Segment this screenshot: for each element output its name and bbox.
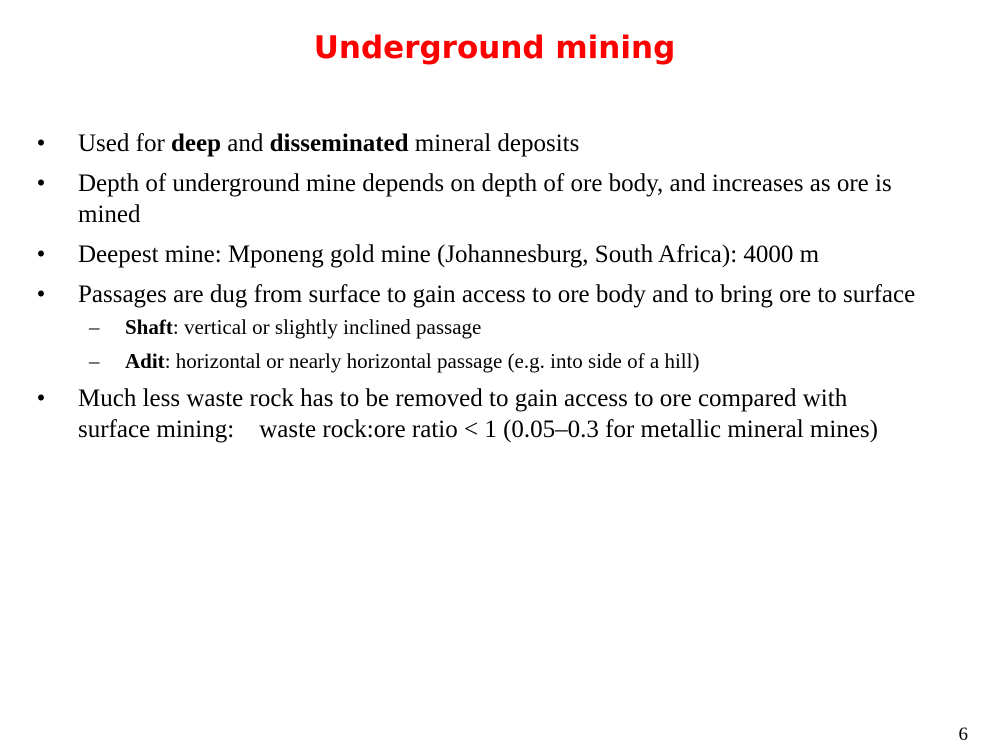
sub-item-term: Shaft xyxy=(125,315,173,339)
bullet-marker: • xyxy=(36,170,46,197)
bullet-item-passages xyxy=(0,279,989,374)
bullet-item-deepest-mine xyxy=(0,239,989,270)
bold-term-deep: deep xyxy=(171,130,222,157)
bullet-text-pre: Used for xyxy=(78,130,172,157)
sub-item-term: Adit xyxy=(125,349,165,373)
bullet-marker: • xyxy=(36,385,46,412)
bold-term-disseminated: disseminated xyxy=(269,130,409,157)
bullet-text: Passages are dug from surface to gain access to ore body and to bring ore to surface xyxy=(78,281,916,308)
sub-item-adit xyxy=(78,348,919,374)
sub-item-shaft xyxy=(78,314,919,340)
bullet-item-depth xyxy=(0,168,989,230)
bullet-marker: • xyxy=(36,281,46,308)
dash-marker: – xyxy=(89,349,100,373)
bullet-text-post: mineral deposits xyxy=(408,130,580,157)
sub-item-desc: : horizontal or nearly horizontal passage (e.g. into side of a hill) xyxy=(164,349,700,373)
sub-item-desc: : vertical or slightly inclined passage xyxy=(172,315,482,339)
bullet-text: Deepest mine: Mponeng gold mine (Johannesburg, South Africa): 4000 m xyxy=(78,241,820,268)
bullet-text-mid: and xyxy=(221,130,270,157)
bullet-marker: • xyxy=(36,241,46,268)
bullet-marker: • xyxy=(36,130,46,157)
bullet-item-deposits xyxy=(0,128,989,159)
dash-marker: – xyxy=(89,315,100,339)
page-number: 6 xyxy=(958,724,968,745)
slide-title: Underground mining xyxy=(313,30,676,66)
bullet-text-part2: waste rock:ore ratio < 1 (0.05–0.3 for metallic mineral mines) xyxy=(259,416,878,443)
bullet-text: Depth of underground mine depends on depth of ore body, and increases as ore is mined xyxy=(78,170,892,228)
bullet-text-part1: Much less waste rock has to be removed to gain access to ore compared with surface mining: xyxy=(78,385,848,443)
bullet-item-waste-rock xyxy=(0,383,989,445)
bullet-list xyxy=(0,128,989,454)
sub-list xyxy=(78,314,919,374)
